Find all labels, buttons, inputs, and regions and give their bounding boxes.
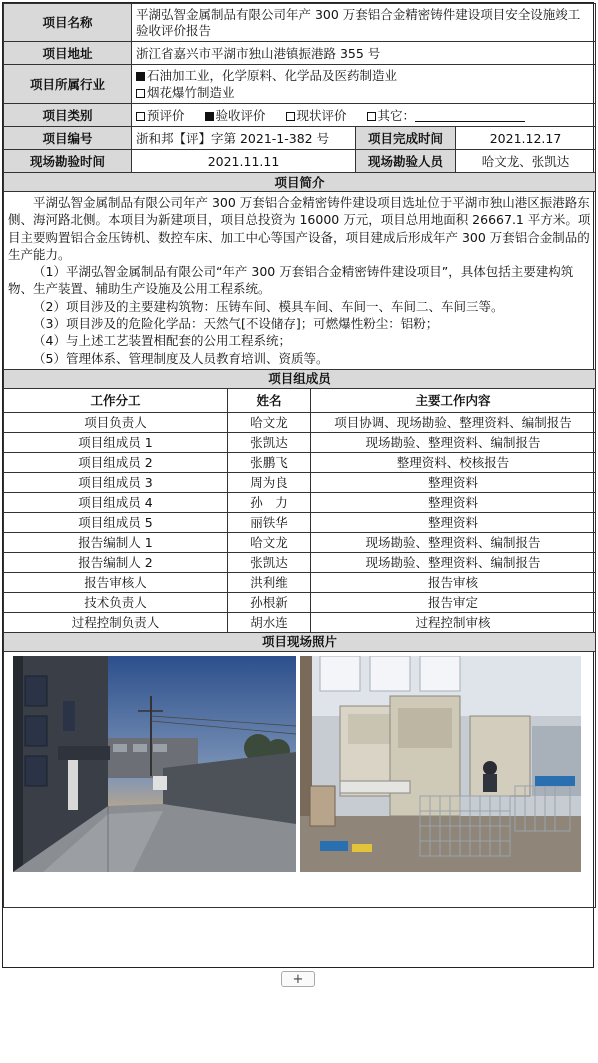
table-row: [4, 412, 596, 432]
member-role: 报告编制人 2: [4, 552, 228, 572]
member-role: 报告审核人: [4, 572, 228, 592]
number-label: 项目编号: [4, 127, 132, 150]
survey-staff-label: 现场勘验人员: [356, 150, 456, 173]
table-row: [4, 472, 596, 492]
member-role: 项目负责人: [4, 412, 228, 432]
member-role: 项目组成员 1: [4, 432, 228, 452]
checked-box-icon: [205, 112, 214, 121]
col-header-role: 工作分工: [4, 388, 228, 412]
member-work: 整理资料、校核报告: [311, 452, 596, 472]
member-name: 张鹏飞: [228, 452, 311, 472]
intro-paragraph: （4）与上述工艺装置相配套的公用工程系统；: [33, 333, 291, 349]
member-work: 现场勘验、整理资料、编制报告: [311, 432, 596, 452]
survey-time: 2021.11.11: [132, 150, 356, 173]
type-option-other[interactable]: 其它：: [367, 108, 526, 123]
industry-options: [132, 65, 596, 104]
type-label: 项目类别: [4, 104, 132, 127]
project-name: 平湖弘智金属制品有限公司年产 300 万套铝合金精密铸件建设项目安全设施竣工验收评价报告: [132, 4, 596, 42]
member-name: 哈文龙: [228, 412, 311, 432]
member-work: 报告审核: [311, 572, 596, 592]
table-row: [4, 492, 596, 512]
member-name: 胡水连: [228, 612, 311, 632]
member-work: 过程控制审核: [311, 612, 596, 632]
col-header-name: 姓名: [228, 388, 311, 412]
member-work: 整理资料: [311, 472, 596, 492]
member-work: 项目协调、现场勘验、整理资料、编制报告: [311, 412, 596, 432]
project-name-label: 项目名称: [4, 4, 132, 42]
intro-paragraph: 平湖弘智金属制品有限公司年产 300 万套铝合金精密铸件建设项目选址位于平湖市独山港区振港路东侧、海河路北侧。本项目为新建项目，项目总投资为 16000 万元，项目总用地面积 26667.1 平方米。项目主要购置铝合金压铸机、数控车床、加工中心等国产设备，项目建成后形成年产 300 万套铝合金制品的生产能力。: [8, 195, 591, 262]
workshop-photo: [300, 656, 581, 872]
project-address: 浙江省嘉兴市平湖市独山港镇振港路 355 号: [132, 42, 596, 65]
checked-box-icon: [136, 72, 145, 81]
members-title: 项目组成员: [4, 369, 596, 388]
project-address-label: 项目地址: [4, 42, 132, 65]
survey-time-label: 现场勘验时间: [4, 150, 132, 173]
member-role: 项目组成员 5: [4, 512, 228, 532]
member-name: 张凯达: [228, 552, 311, 572]
table-row: [4, 512, 596, 532]
survey-staff: 哈文龙、张凯达: [456, 150, 596, 173]
document-frame: [2, 2, 594, 968]
project-number: 浙和邦【评】字第 2021-1-382 号: [132, 127, 356, 150]
member-name: 孙根新: [228, 592, 311, 612]
member-role: 项目组成员 2: [4, 452, 228, 472]
member-role: 过程控制负责人: [4, 612, 228, 632]
intro-paragraph: （1）平湖弘智金属制品有限公司“年产 300 万套铝合金精密铸件建设项目”，具体包括主要建构筑物、生产装置、辅助生产设施及公用工程系统。: [8, 264, 574, 297]
checkbox-icon: [367, 112, 376, 121]
completion-date: 2021.12.17: [456, 127, 596, 150]
member-work: 现场勘验、整理资料、编制报告: [311, 532, 596, 552]
table-row: [4, 552, 596, 572]
completion-label: 项目完成时间: [356, 127, 456, 150]
intro-body: [4, 192, 596, 370]
member-work: 现场勘验、整理资料、编制报告: [311, 552, 596, 572]
other-blank-line: [415, 109, 525, 122]
info-table: [3, 3, 596, 908]
member-name: 洪利维: [228, 572, 311, 592]
industry-label: 项目所属行业: [4, 65, 132, 104]
outdoor-site-photo: [13, 656, 296, 872]
intro-paragraph: （3）项目涉及的危险化学品：天然气[不设储存]；可燃爆性粉尘：铝粉；: [33, 316, 439, 332]
member-work: 报告审定: [311, 592, 596, 612]
checkbox-icon: [136, 112, 145, 121]
member-name: 哈文龙: [228, 532, 311, 552]
table-row: [4, 452, 596, 472]
table-row: [4, 592, 596, 612]
photos-title: 项目现场照片: [4, 632, 596, 651]
checkbox-icon: [286, 112, 295, 121]
member-rows: [4, 412, 596, 632]
table-row: [4, 572, 596, 592]
industry-option-2[interactable]: 烟花爆竹制造业: [136, 84, 591, 101]
checkbox-icon: [136, 89, 145, 98]
type-option-pre[interactable]: 预评价: [136, 108, 185, 123]
industry-option-1[interactable]: 石油加工业，化学原料、化学品及医药制造业: [136, 67, 591, 84]
member-role: 项目组成员 3: [4, 472, 228, 492]
member-name: 张凯达: [228, 432, 311, 452]
member-name: 丽铁华: [228, 512, 311, 532]
member-name: 孙 力: [228, 492, 311, 512]
member-work: 整理资料: [311, 512, 596, 532]
table-row: [4, 432, 596, 452]
intro-title: 项目简介: [4, 173, 596, 192]
type-option-status[interactable]: 现状评价: [286, 108, 347, 123]
table-row: [4, 612, 596, 632]
type-options: [132, 104, 596, 127]
add-button[interactable]: +: [281, 971, 315, 987]
intro-paragraph: （2）项目涉及的主要建构筑物：压铸车间、模具车间、车间一、车间二、车间三等。: [33, 298, 504, 314]
type-option-acceptance[interactable]: 验收评价: [205, 108, 266, 123]
member-role: 报告编制人 1: [4, 532, 228, 552]
table-row: [4, 532, 596, 552]
member-name: 周为良: [228, 472, 311, 492]
member-work: 整理资料: [311, 492, 596, 512]
member-role: 项目组成员 4: [4, 492, 228, 512]
intro-paragraph: （5）管理体系、管理制度及人员教育培训、资质等。: [33, 350, 329, 366]
photos-area: [4, 651, 596, 907]
col-header-work: 主要工作内容: [311, 388, 596, 412]
member-role: 技术负责人: [4, 592, 228, 612]
